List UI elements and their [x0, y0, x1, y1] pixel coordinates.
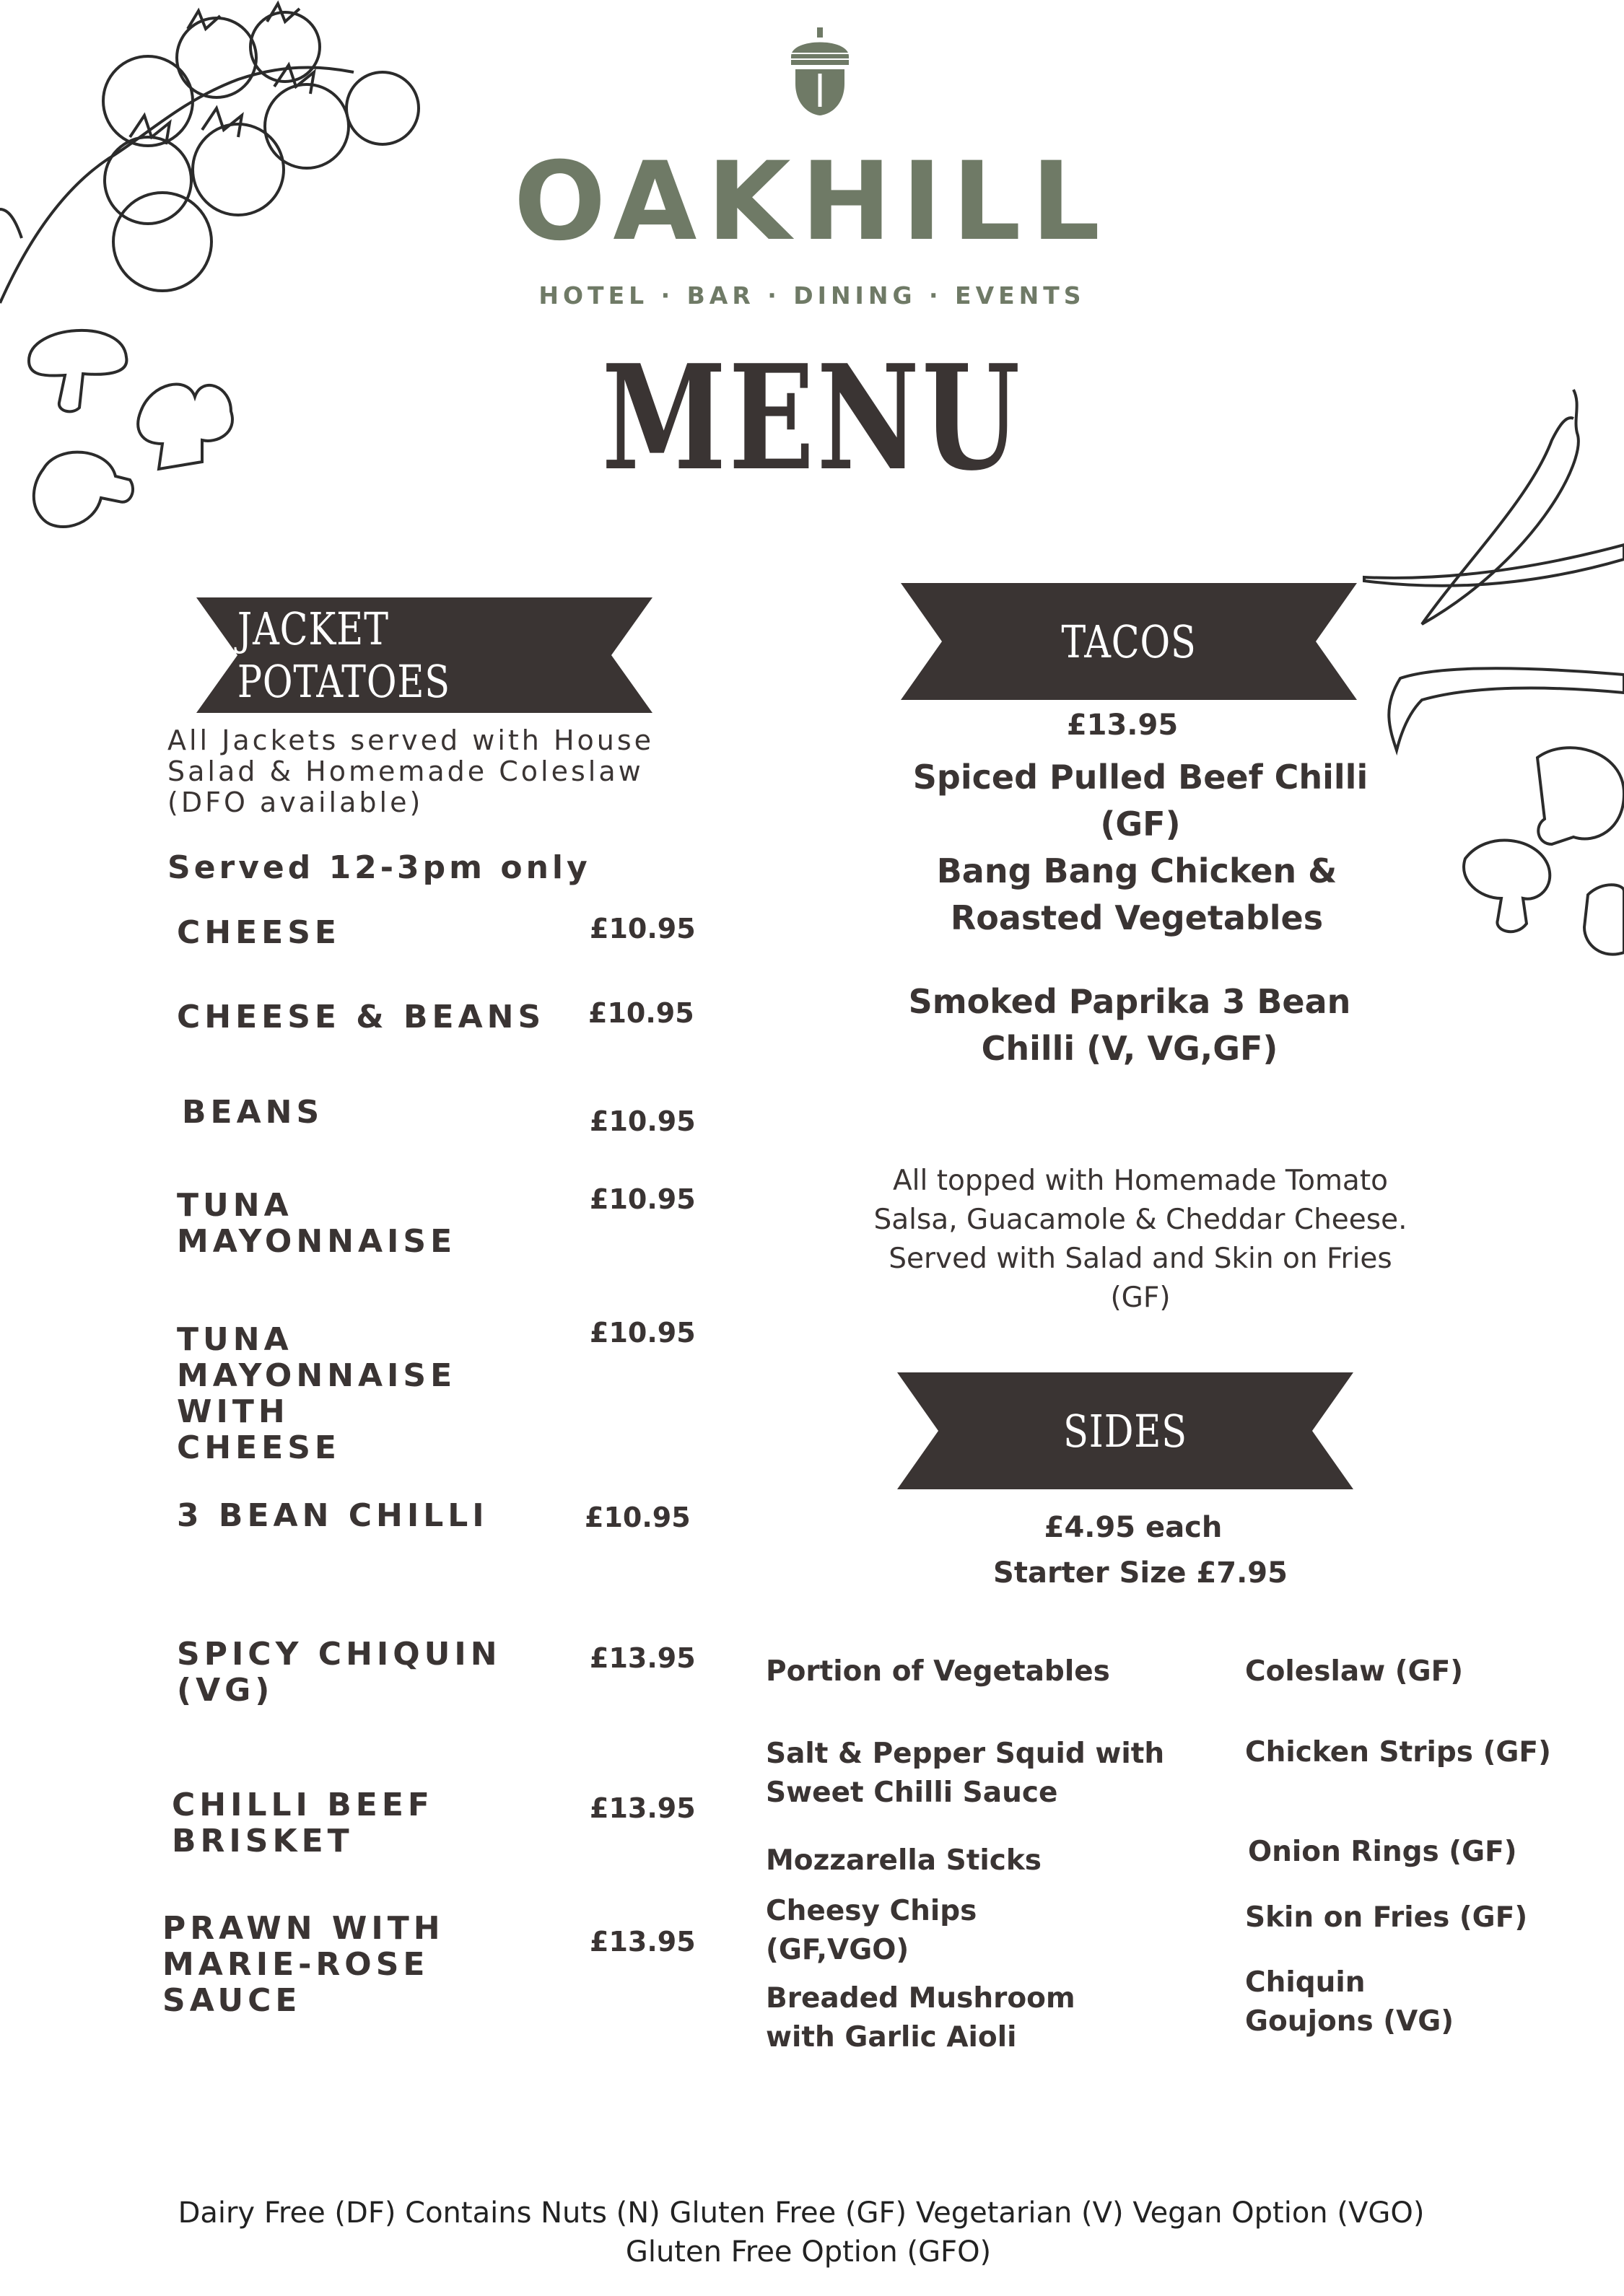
side-item: Skin on Fries (GF) — [1245, 1901, 1528, 1934]
side-item: Coleslaw (GF) — [1245, 1655, 1464, 1688]
side-item: Mozzarella Sticks — [766, 1844, 1042, 1877]
side-item: Onion Rings (GF) — [1248, 1836, 1517, 1868]
side-item: Chicken Strips (GF) — [1245, 1736, 1551, 1769]
side-item: Cheesy Chips (GF,VGO) — [766, 1895, 977, 1966]
jacket-note: All Jackets served with House Salad & Homemade Coleslaw (DFO available) — [167, 724, 655, 818]
page-title: MENU — [601, 333, 1023, 503]
list-item: CHEESE & BEANS — [177, 999, 546, 1035]
item-price: £10.95 — [588, 997, 694, 1029]
sides-banner — [897, 1372, 1353, 1489]
tacos-note: All topped with Homemade Tomato Salsa, Guacamole & Cheddar Cheese. Served with Salad and Skin on Fries (GF) — [873, 1165, 1407, 1314]
logo-wordmark: OAKHILL — [513, 139, 1111, 265]
list-item: SPICY CHIQUIN (VG) — [177, 1636, 502, 1709]
sides-price-each: £4.95 each — [1044, 1511, 1223, 1544]
list-item: CHEESE — [177, 914, 341, 951]
taco-option: Smoked Paprika 3 Bean Chilli (V, VG,GF) — [908, 982, 1351, 1068]
side-item: Salt & Pepper Squid with Sweet Chilli Sauce — [766, 1738, 1165, 1809]
tacos-heading: TACOS — [1061, 615, 1197, 668]
item-price: £10.95 — [590, 1183, 696, 1215]
taco-option: Spiced Pulled Beef Chilli (GF) — [912, 758, 1368, 844]
sides-heading: SIDES — [1063, 1404, 1187, 1458]
jacket-served-time: Served 12-3pm only — [167, 849, 591, 886]
side-item: Breaded Mushroom with Garlic Aioli — [766, 1982, 1075, 2054]
list-item: BEANS — [182, 1094, 324, 1131]
item-price: £13.95 — [590, 1642, 696, 1674]
item-price: £13.95 — [590, 1792, 696, 1824]
list-item: PRAWN WITH MARIE-ROSE SAUCE — [162, 1910, 445, 2019]
list-item: TUNA MAYONNAISE WITH CHEESE — [177, 1321, 457, 1466]
side-item: Chiquin Goujons (VG) — [1245, 1966, 1454, 2038]
list-item: 3 BEAN CHILLI — [177, 1497, 489, 1534]
acorn-icon — [788, 27, 852, 117]
item-price: £10.95 — [590, 913, 696, 945]
taco-option: Bang Bang Chicken & Roasted Vegetables — [936, 851, 1337, 937]
item-price: £10.95 — [585, 1502, 691, 1533]
mushroom-illustration — [1458, 736, 1624, 967]
item-price: £10.95 — [590, 1105, 696, 1137]
list-item: CHILLI BEEF BRISKET — [172, 1787, 434, 1859]
jacket-potatoes-banner — [196, 597, 652, 713]
dietary-key: Dairy Free (DF) Contains Nuts (N) Gluten Free (GF) Vegetarian (V) Vegan Option (VGO) — [178, 2196, 1425, 2230]
tacos-banner — [901, 583, 1357, 700]
side-item: Portion of Vegetables — [766, 1655, 1110, 1688]
jacket-potatoes-heading: JACKET POTATOES — [237, 603, 450, 708]
item-price: £13.95 — [590, 1926, 696, 1958]
tacos-price: £13.95 — [1066, 709, 1179, 742]
list-item: TUNA MAYONNAISE — [177, 1187, 457, 1260]
dietary-key-line2: Gluten Free Option (GFO) — [625, 2235, 992, 2269]
sides-starter-size: Starter Size £7.95 — [993, 1556, 1288, 1590]
item-price: £10.95 — [590, 1317, 696, 1349]
logo-tagline: HOTEL · BAR · DINING · EVENTS — [538, 281, 1086, 310]
